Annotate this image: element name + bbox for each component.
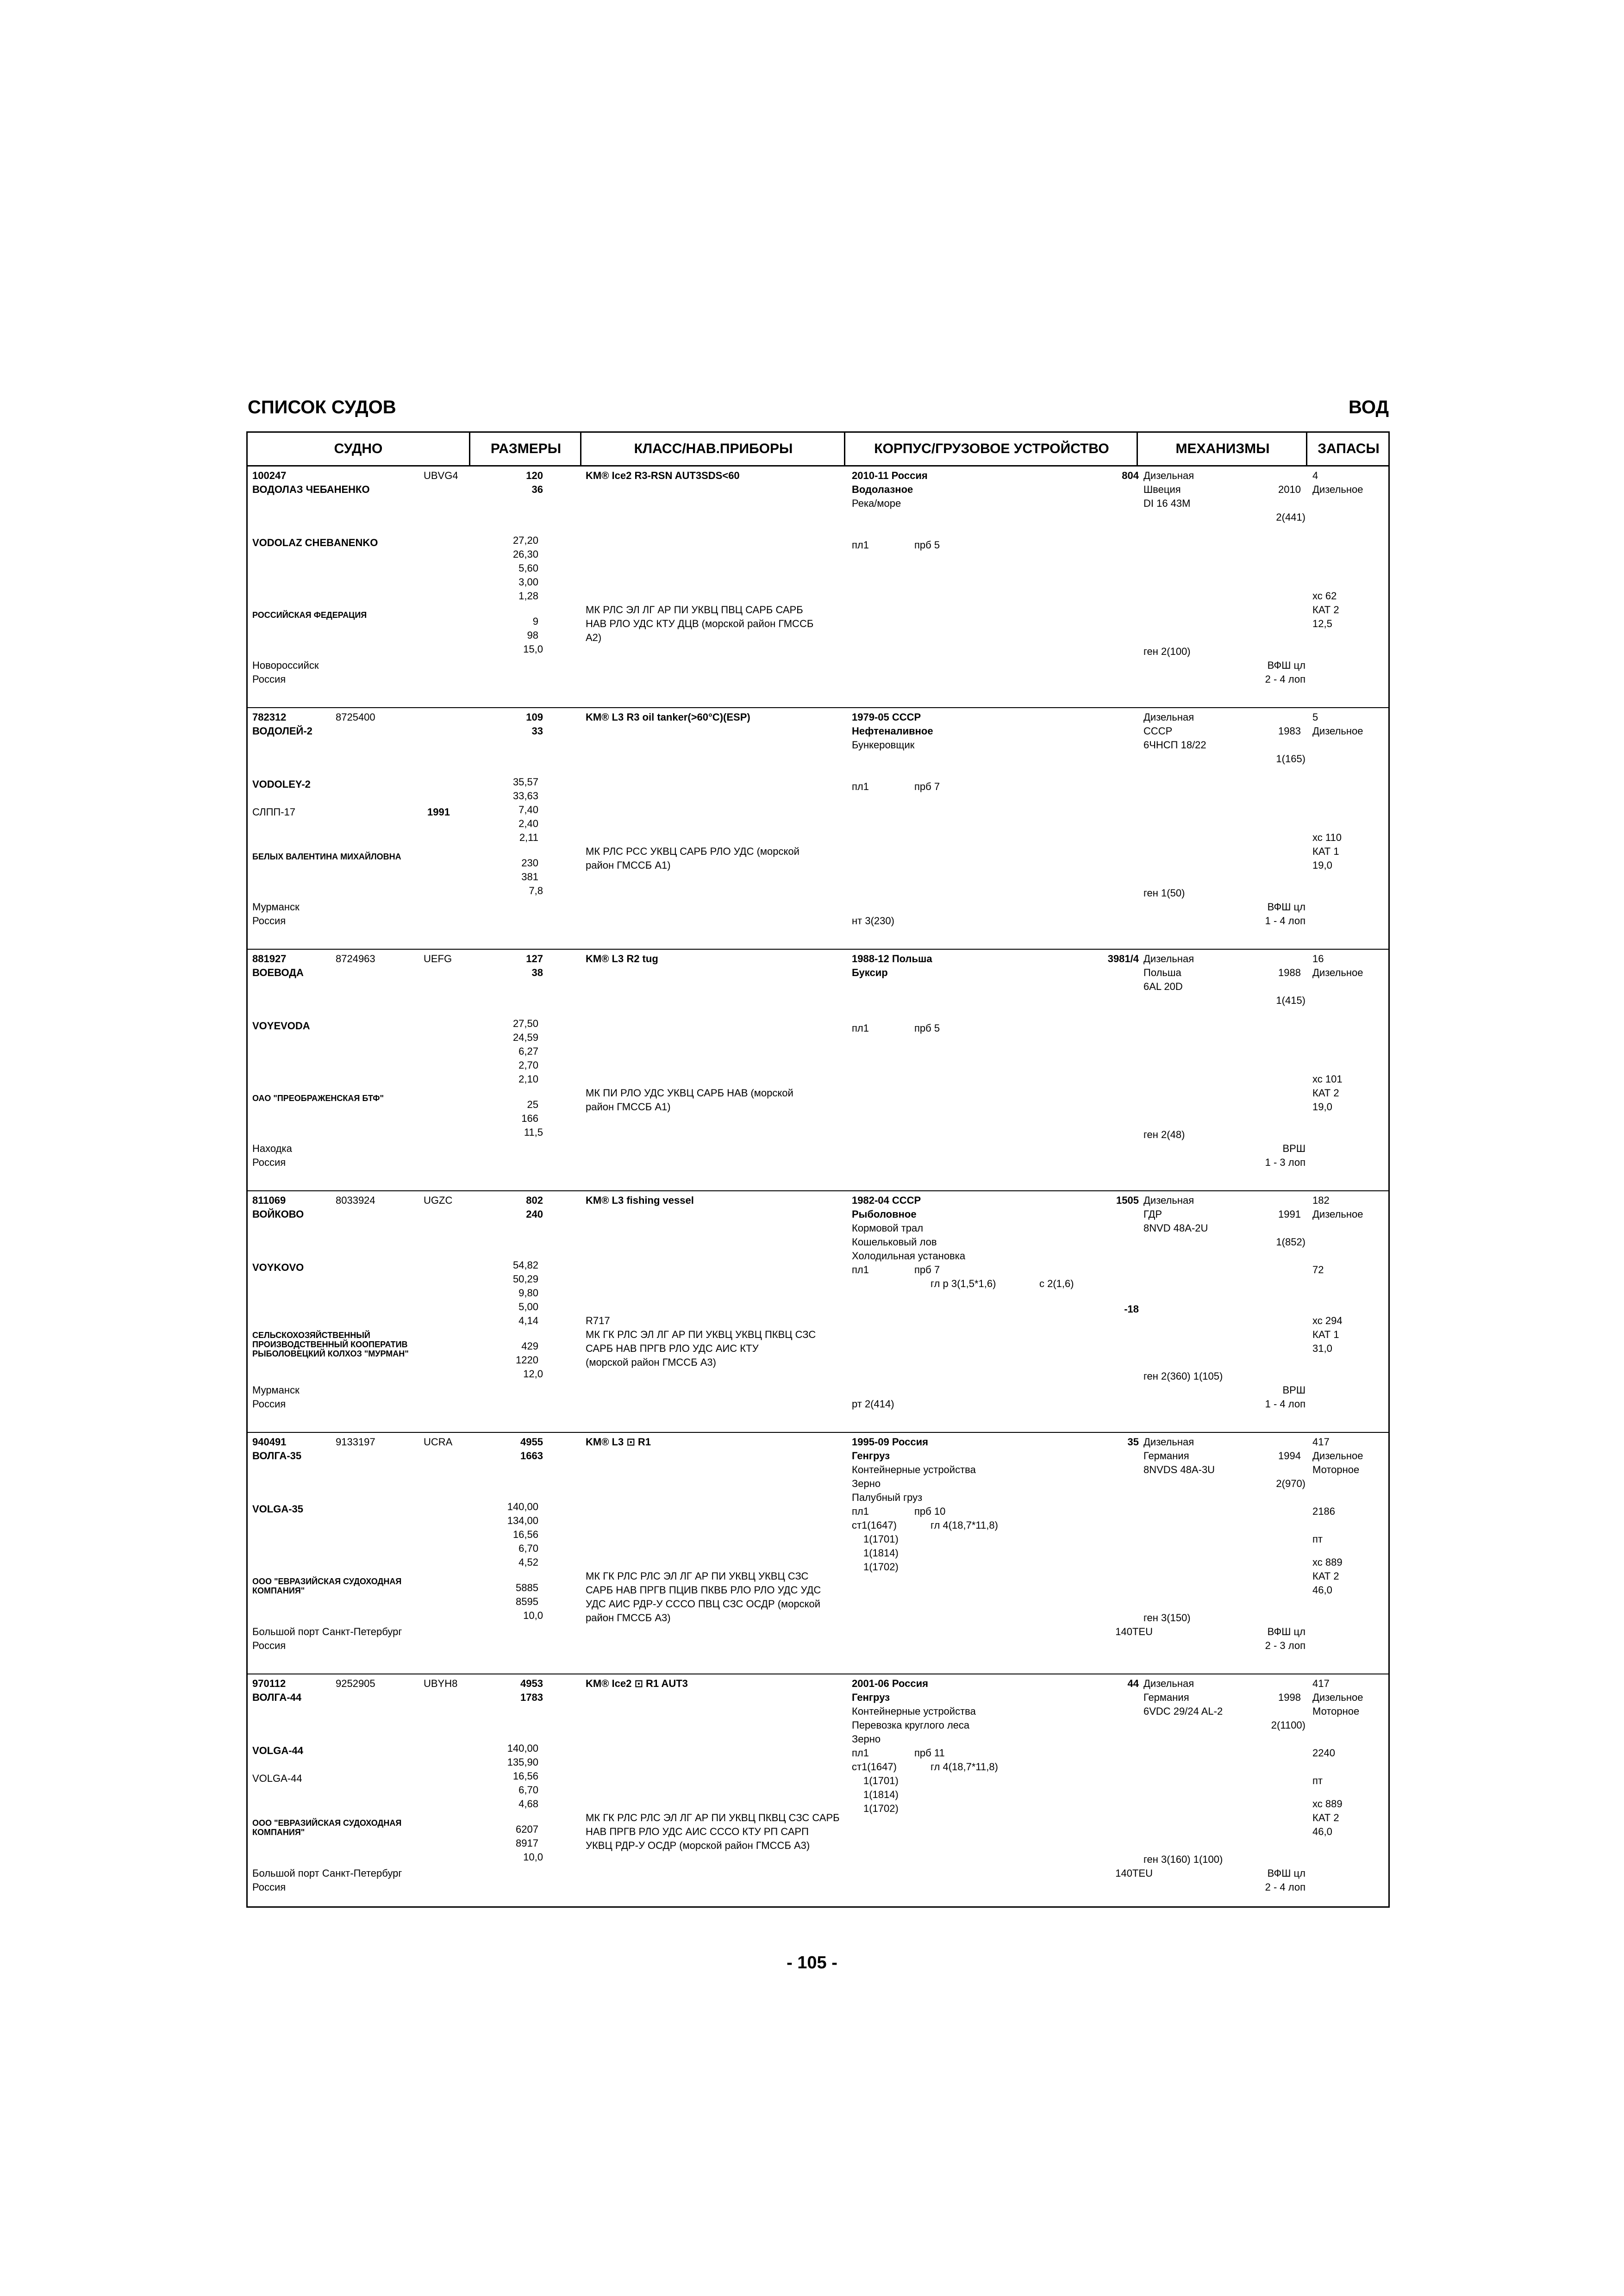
hold-hatch-spec: гл 4(18,7*11,8) [931,1519,998,1531]
class-notation: KM® L3 ⊡ R1 [586,1436,651,1448]
deck-count: пл1 [852,1022,869,1034]
hold-hatch-spec: 1(1701) [863,1533,899,1545]
cargo-capacity: нт 3(230) [852,915,894,927]
record-divider [248,707,1388,708]
ship-name: ВОДОЛЕЙ-2 [252,725,312,737]
engine-model: 6ЧНСП 18/22 [1143,739,1206,751]
class-notation: KM® L3 R2 tug [586,953,658,964]
nav-equipment-line: (морской район ГМССБ А3) [586,1356,716,1368]
generators: ген 2(360) 1(105) [1143,1370,1223,1382]
owner-line: РОССИЙСКАЯ ФЕДЕРАЦИЯ [252,610,367,620]
stores-fuel: Дизельное [1312,484,1363,495]
dimension-value: 7,40 [518,804,538,815]
class-notation: KM® Ice2 R3-RSN AUT3SDS<60 [586,470,740,481]
stores-quantity: 2186 [1312,1506,1335,1517]
dimension-value: 27,20 [512,535,538,546]
stores-crew: 417 [1312,1436,1330,1448]
stores-fuel: Дизельное [1312,725,1363,737]
dimension-value: 54,82 [512,1259,538,1271]
page-title: СПИСОК СУДОВ [248,397,396,417]
gross-tonnage: 4953 [520,1678,543,1689]
engine-power: 1(415) [1276,995,1305,1006]
dimension-value: 2,70 [518,1059,538,1071]
stores-fuel: Дизельное [1312,1692,1363,1703]
net-tonnage: 38 [531,967,543,978]
flag-country: Россия [252,1157,286,1168]
home-port: Находка [252,1143,292,1154]
propeller-type: ВФШ цл [1267,901,1305,913]
bulkhead-count: прб 5 [914,539,940,551]
dimension-value: 2,40 [518,818,538,829]
engine-model: 8NVD 48A-2U [1143,1222,1208,1234]
engine-model: 8NVDS 48A-3U [1143,1464,1215,1475]
ship-record [248,467,1388,708]
owner-line: КОМПАНИЯ" [252,1586,305,1595]
generators: ген 1(50) [1143,887,1185,899]
dimension-value: 2,10 [518,1073,538,1085]
engine-type: Дизельная [1143,470,1194,481]
call-sign: UBYH8 [424,1678,458,1689]
dimension-value: 24,59 [512,1032,538,1043]
propeller-type: ВФШ цл [1267,660,1305,671]
ship-name-latin: VOYEVODA [252,1020,310,1032]
hold-hatch-spec: гл р 3(1,5*1,6) [931,1278,996,1289]
hold-hatch-spec: 1(1814) [863,1789,899,1800]
hold-hatch-spec: 1(1701) [863,1775,899,1786]
dimension-value: 10,0 [523,1851,543,1863]
gross-tonnage: 802 [526,1195,543,1206]
engine-country: СССР [1143,725,1173,737]
engine-model: 6AL 20D [1143,981,1183,992]
stores-endurance: 46,0 [1312,1584,1332,1596]
gross-tonnage: 120 [526,470,543,481]
dimension-value: 26,30 [512,548,538,560]
flag-country: Россия [252,915,286,927]
dimension-value: 9,80 [518,1287,538,1299]
hull-feature: Кормовой трал [852,1222,924,1234]
engine-year: 1983 [1278,725,1301,737]
home-port: Большой порт Санкт-Петербург [252,1626,402,1637]
yard-number: 3981/4 [1107,953,1139,964]
dimension-value: 6,70 [518,1543,538,1554]
engine-power: 2(970) [1276,1478,1305,1489]
ship-type: Рыболовное [852,1208,917,1220]
dimension-value: 4,52 [518,1556,538,1568]
registry-number: 811069 [252,1195,286,1206]
dimension-value: 5,60 [518,562,538,574]
nav-equipment-line: МК ГК РЛС РЛС ЭЛ ЛГ АР ПИ УКВЦ ПКВЦ СЗС САРБ [586,1812,840,1823]
former-name-year: 1991 [427,806,450,818]
column-header-ship: СУДНО [334,441,383,456]
yard-number: 44 [1127,1678,1139,1689]
call-sign: UGZC [424,1195,453,1206]
gross-tonnage: 127 [526,953,543,964]
yard-number: 1505 [1116,1195,1139,1206]
dimension-value: 135,90 [507,1756,538,1768]
stores-crew: 417 [1312,1678,1330,1689]
net-tonnage: 1663 [520,1450,543,1462]
dimension-value: 1,28 [518,590,538,602]
ship-record [248,1674,1388,1916]
flag-country: Россия [252,1398,286,1410]
owner-line: КОМПАНИЯ" [252,1828,305,1837]
nav-equipment-line: А2) [586,632,602,643]
dimension-value: 16,56 [512,1770,538,1782]
dimension-value: 27,50 [512,1018,538,1029]
net-tonnage: 36 [531,484,543,495]
registry-number: 881927 [252,953,287,964]
propeller-blades: 1 - 4 лоп [1265,1398,1305,1410]
dimension-value: 140,00 [507,1501,538,1512]
flag-country: Россия [252,1881,286,1893]
owner-line: ООО "ЕВРАЗИЙСКАЯ СУДОХОДНАЯ [252,1577,402,1586]
owner-line: ПРОИЗВОДСТВЕННЫЙ КООПЕРАТИВ [252,1340,408,1349]
dimension-value: 12,0 [523,1368,543,1380]
hull-feature: Зерно [852,1733,881,1745]
engine-country: Германия [1143,1450,1189,1462]
nav-equipment-line: МК ГК РЛС РЛС ЭЛ ЛГ АР ПИ УКВЦ УКВЦ СЗС [586,1570,809,1582]
ship-name: ВОДОЛАЗ ЧЕБАНЕНКО [252,484,370,495]
deck-count: пл1 [852,781,869,792]
ship-type: Нефтеналивное [852,725,933,737]
stores-endurance: 31,0 [1312,1343,1332,1354]
registry-number: 940491 [252,1436,287,1448]
flag-country: Россия [252,1640,286,1651]
call-sign: UEFG [424,953,452,964]
dimension-value: 11,5 [524,1126,543,1138]
stores-endurance: 19,0 [1312,1101,1332,1113]
nav-equipment-line: МК РЛС РСС УКВЦ САРБ РЛО УДС (морской [586,846,800,857]
stores-range: хс 110 [1312,832,1342,843]
dimension-value: 50,29 [512,1273,538,1285]
ship-type: Генгруз [852,1450,890,1462]
owner-line: БЕЛЫХ ВАЛЕНТИНА МИХАЙЛОВНА [252,852,401,861]
hull-extra: -18 [1124,1303,1139,1315]
propeller-type: ВРШ [1282,1143,1305,1154]
hold-hatch-spec: ст1(1647) [852,1519,897,1531]
nav-equipment-line: САРБ НАВ ПРГВ ПЦИВ ПКВБ РЛО РЛО УДС УДС [586,1584,821,1596]
engine-country: Швеция [1143,484,1181,495]
dimension-value: 166 [521,1113,538,1124]
former-name: СЛПП-17 [252,806,296,818]
engine-year: 2010 [1278,484,1301,495]
ship-type: Буксир [852,967,888,978]
class-notation: KM® L3 R3 oil tanker(>60°C)(ESP) [586,711,750,723]
net-tonnage: 1783 [520,1692,543,1703]
ship-record [248,1433,1388,1674]
stores-fuel: Дизельное [1312,1450,1363,1462]
hull-feature: Палубный груз [852,1492,923,1503]
hold-hatch-spec: 1(1814) [863,1547,899,1559]
page-number: - 105 - [787,1953,837,1972]
stores-quantity: 2240 [1312,1747,1335,1759]
dimension-value: 3,00 [518,576,538,588]
dimension-value: 98 [527,629,538,641]
stores-quantity-unit: пт [1312,1775,1323,1786]
hull-feature: Кошельковый лов [852,1236,937,1248]
engine-country: Германия [1143,1692,1189,1703]
propeller-type: ВФШ цл [1267,1626,1305,1637]
stores-crew: 182 [1312,1195,1330,1206]
record-divider [248,1432,1388,1433]
gross-tonnage: 109 [526,711,543,723]
nav-equipment-line: УДС АИС РДР-У СССО ПВЦ СЗС ОСДР (морской [586,1598,821,1610]
ship-name: ВОЛГА-35 [252,1450,302,1462]
stores-category: КАТ 1 [1312,1329,1339,1340]
dimension-value: 6207 [516,1823,538,1835]
engine-model: DI 16 43M [1143,498,1191,509]
nav-equipment-line: МК ГК РЛС ЭЛ ЛГ АР ПИ УКВЦ УКВЦ ПКВЦ СЗС [586,1329,816,1340]
stores-range: хс 889 [1312,1556,1343,1568]
hull-feature: Контейнерные устройства [852,1705,976,1717]
propeller-blades: 2 - 3 лоп [1265,1640,1305,1651]
ship-name-latin: VODOLEY-2 [252,778,311,790]
column-header-hull: КОРПУС/ГРУЗОВОЕ УСТРОЙСТВО [844,433,1138,465]
deck-count: пл1 [852,539,869,551]
imo-number: 8725400 [336,711,375,723]
nav-equipment-line: район ГМССБ А1) [586,859,671,871]
imo-number: 9252905 [336,1678,375,1689]
stores-category: КАТ 1 [1312,846,1339,857]
class-notation: KM® Ice2 ⊡ R1 AUT3 [586,1678,688,1689]
bulkhead-count: прб 11 [914,1747,945,1759]
stores-range: хс 294 [1312,1315,1343,1326]
dimension-value: 140,00 [507,1742,538,1754]
hold-hatch-spec: 1(1702) [863,1561,899,1573]
engine-type: Дизельная [1143,1195,1194,1206]
build-date-country: 2010-11 Россия [852,470,928,481]
column-header-machinery: МЕХАНИЗМЫ [1137,433,1307,465]
dimension-value: 5885 [516,1582,538,1593]
ship-type: Генгруз [852,1692,890,1703]
dimension-value: 25 [527,1099,538,1110]
propeller-blades: 1 - 4 лоп [1265,915,1305,927]
hull-feature: Контейнерные устройства [852,1464,976,1475]
dimension-value: 16,56 [512,1529,538,1540]
stores-fuel-2: Моторное [1312,1464,1360,1475]
nav-equipment-line: МК ПИ РЛО УДС УКВЦ САРБ НАВ (морской [586,1087,793,1099]
registry-number: 100247 [252,470,287,481]
record-divider [248,949,1388,950]
generators: ген 2(48) [1143,1129,1185,1140]
engine-country: ГДР [1143,1208,1162,1220]
ship-name-latin: VOYKOVO [252,1262,304,1273]
dimension-value: 9 [532,616,538,627]
ship-name-latin: VODOLAZ CHEBANENKO [252,537,378,548]
stores-crew: 4 [1312,470,1318,481]
dimension-value: 35,57 [512,776,538,788]
stores-range: хс 889 [1312,1798,1343,1810]
imo-number: 8033924 [336,1195,375,1206]
build-date-country: 1995-09 Россия [852,1436,928,1448]
stores-endurance: 46,0 [1312,1826,1332,1837]
propeller-blades: 2 - 4 лоп [1265,1881,1305,1893]
engine-year: 1988 [1278,967,1301,978]
stores-endurance: 19,0 [1312,859,1332,871]
hold-hatch-spec: ст1(1647) [852,1761,897,1773]
stores-crew: 16 [1312,953,1324,964]
engine-power: 2(441) [1276,511,1305,523]
yard-number: 804 [1122,470,1139,481]
column-header-class: КЛАСС/НАВ.ПРИБОРЫ [580,433,845,465]
stores-crew: 5 [1312,711,1318,723]
hull-feature: Река/море [852,498,901,509]
nav-equipment-line: район ГМССБ А3) [586,1612,671,1624]
ship-name-latin: VOLGA-35 [252,1503,304,1515]
owner-line: ОАО "ПРЕОБРАЖЕНСКАЯ БТФ" [252,1094,384,1103]
ship-name-latin: VOLGA-44 [252,1745,304,1756]
dimension-value: 8917 [516,1837,538,1849]
bulkhead-count: прб 7 [914,781,940,792]
engine-type: Дизельная [1143,953,1194,964]
generators: ген 3(150) [1143,1612,1191,1624]
refrigerant: R717 [586,1315,610,1326]
ship-type: Водолазное [852,484,913,495]
propeller-type: ВФШ цл [1267,1867,1305,1879]
deck-count: пл1 [852,1264,869,1276]
column-header-stores: ЗАПАСЫ [1306,433,1390,465]
generators: ген 2(100) [1143,646,1191,657]
deck-count: пл1 [852,1747,869,1759]
bulkhead-count: прб 7 [914,1264,940,1276]
flag-country: Россия [252,673,286,685]
dimension-value: 381 [521,871,538,883]
stores-fuel: Дизельное [1312,967,1363,978]
dimension-value: 2,11 [519,832,538,843]
engine-type: Дизельная [1143,1436,1194,1448]
dimension-value: 1220 [516,1354,538,1366]
home-port: Новороссийск [252,660,319,671]
propeller-blades: 1 - 3 лоп [1265,1157,1305,1168]
engine-power: 1(852) [1276,1236,1305,1248]
stores-fuel: Дизельное [1312,1208,1363,1220]
stores-category: КАТ 2 [1312,1812,1339,1823]
dimension-value: 10,0 [523,1610,543,1621]
dimension-value: 8595 [516,1596,538,1607]
home-port: Мурманск [252,1384,300,1396]
stores-endurance: 12,5 [1312,618,1332,629]
home-port: Большой порт Санкт-Петербург [252,1867,402,1879]
home-port: Мурманск [252,901,300,913]
ship-record [248,950,1388,1191]
section-tag: ВОД [1349,397,1389,417]
stores-category: КАТ 2 [1312,1570,1339,1582]
dimension-value: 6,70 [518,1784,538,1796]
ship-name: ВОЕВОДА [252,967,304,978]
nav-equipment-line: УКВЦ РДР-У ОСДР (морской район ГМССБ А3) [586,1840,810,1851]
dimension-value: 134,00 [507,1515,538,1526]
hold-hatch-spec: с 2(1,6) [1039,1278,1074,1289]
bulkhead-count: прб 10 [914,1506,946,1517]
generators: ген 3(160) 1(100) [1143,1854,1223,1865]
cargo-capacity: рт 2(414) [852,1398,894,1410]
engine-power: 2(1100) [1271,1719,1305,1731]
net-tonnage: 33 [531,725,543,737]
propeller-blades: 2 - 4 лоп [1265,673,1305,685]
stores-quantity: 72 [1312,1264,1324,1276]
engine-model: 6VDC 29/24 AL-2 [1143,1705,1223,1717]
registry-number: 970112 [252,1678,286,1689]
net-tonnage: 240 [526,1208,543,1220]
dimension-value: 7,8 [529,885,543,896]
bulkhead-count: прб 5 [914,1022,940,1034]
dimension-value: 4,14 [518,1315,538,1326]
imo-number: 9133197 [336,1436,375,1448]
owner-line: РЫБОЛОВЕЦКИЙ КОЛХОЗ "МУРМАН" [252,1349,409,1358]
build-date-country: 1982-04 СССР [852,1195,921,1206]
deck-count: пл1 [852,1506,869,1517]
call-sign: UCRA [424,1436,453,1448]
owner-line: СЕЛЬСКОХОЗЯЙСТВЕННЫЙ [252,1331,370,1340]
record-divider [248,1190,1388,1191]
dimension-value: 230 [521,857,538,869]
build-date-country: 1979-05 СССР [852,711,921,723]
propeller-type: ВРШ [1282,1384,1305,1396]
stores-fuel-2: Моторное [1312,1705,1360,1717]
ship-name: ВОЙКОВО [252,1208,304,1220]
hull-feature: Перевозка круглого леса [852,1719,970,1731]
stores-range: хс 62 [1312,590,1337,602]
engine-power: 1(165) [1276,753,1305,765]
class-notation: KM® L3 fishing vessel [586,1195,694,1206]
dimension-value: 33,63 [512,790,538,802]
container-capacity: 140TEU [1115,1867,1153,1879]
engine-type: Дизельная [1143,711,1194,723]
dimension-value: 6,27 [518,1045,538,1057]
build-date-country: 1988-12 Польша [852,953,932,964]
stores-category: КАТ 2 [1312,604,1339,616]
build-date-country: 2001-06 Россия [852,1678,928,1689]
nav-equipment-line: САРБ НАВ ПРГВ РЛО УДС АИС КТУ [586,1343,759,1354]
yard-number: 35 [1127,1436,1139,1448]
hold-hatch-spec: 1(1702) [863,1803,899,1814]
ship-table [246,431,1390,1908]
nav-equipment-line: район ГМССБ А1) [586,1101,671,1113]
engine-type: Дизельная [1143,1678,1194,1689]
engine-year: 1998 [1278,1692,1301,1703]
gross-tonnage: 4955 [520,1436,543,1448]
call-sign: UBVG4 [424,470,458,481]
stores-range: хс 101 [1312,1073,1343,1085]
dimension-value: 15,0 [523,643,543,655]
former-name: VOLGA-44 [252,1773,302,1784]
ship-record [248,708,1388,950]
stores-category: КАТ 2 [1312,1087,1339,1099]
container-capacity: 140TEU [1115,1626,1153,1637]
stores-quantity-unit: пт [1312,1533,1323,1545]
imo-number: 8724963 [336,953,375,964]
hull-feature: Холодильная установка [852,1250,966,1262]
ship-name: ВОЛГА-44 [252,1692,302,1703]
nav-equipment-line: МК РЛС ЭЛ ЛГ АР ПИ УКВЦ ПВЦ САРБ САРБ [586,604,803,616]
engine-country: Польша [1143,967,1181,978]
hull-feature: Зерно [852,1478,881,1489]
dimension-value: 5,00 [518,1301,538,1313]
dimension-value: 4,68 [518,1798,538,1810]
engine-year: 1991 [1278,1208,1301,1220]
hold-hatch-spec: гл 4(18,7*11,8) [931,1761,998,1773]
nav-equipment-line: НАВ ПРГВ РЛО УДС АИС СССО КТУ РП САРП [586,1826,809,1837]
hull-feature: Бункеровщик [852,739,915,751]
nav-equipment-line: НАВ РЛО УДС КТУ ДЦВ (морской район ГМССБ [586,618,814,629]
ship-record [248,1191,1388,1433]
registry-number: 782312 [252,711,287,723]
owner-line: ООО "ЕВРАЗИЙСКАЯ СУДОХОДНАЯ [252,1818,402,1828]
dimension-value: 429 [521,1340,538,1352]
column-header-dimensions: РАЗМЕРЫ [469,433,581,465]
engine-year: 1994 [1278,1450,1301,1462]
